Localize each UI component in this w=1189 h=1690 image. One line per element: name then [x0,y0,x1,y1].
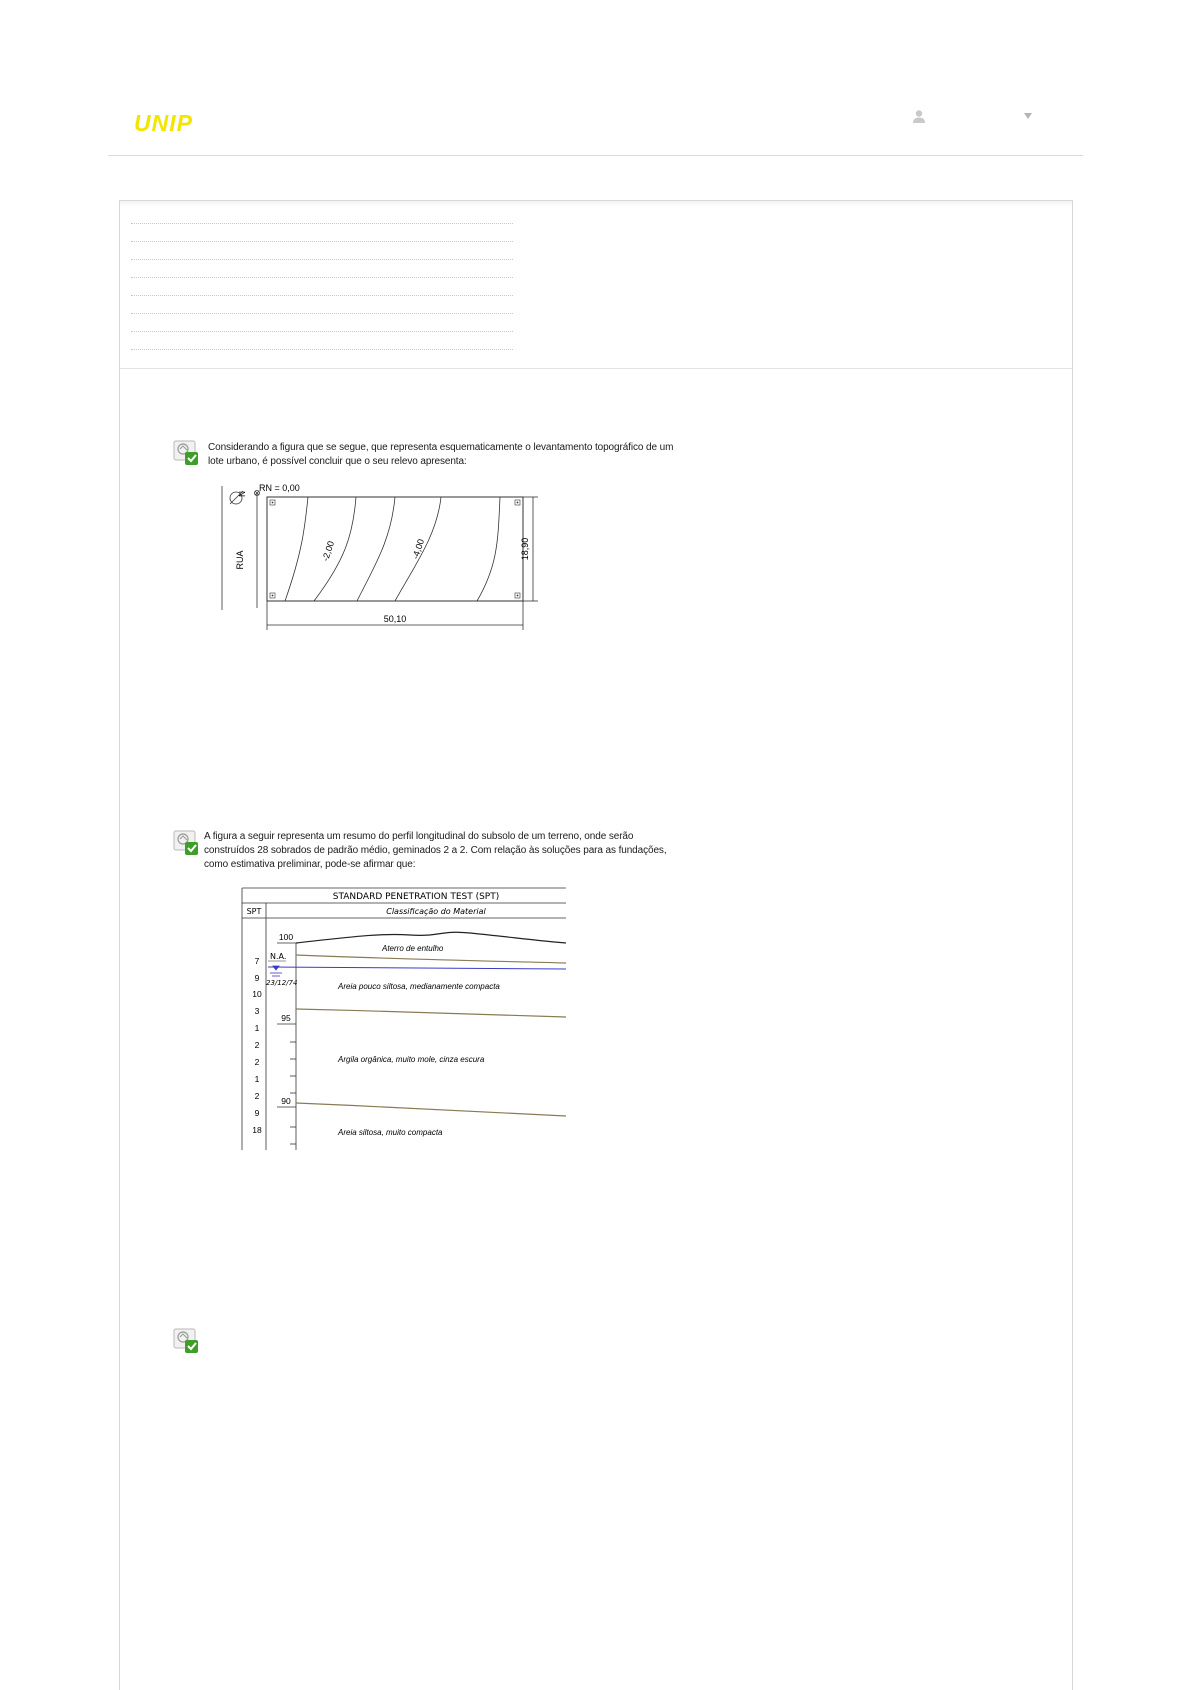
dotted-row [131,259,513,261]
lot-outline [267,497,523,601]
user-menu[interactable] [912,109,1032,125]
contour-lines [285,497,500,601]
spt-value: 2 [254,1057,260,1067]
summary-box [120,201,1072,369]
spt-value: 2 [254,1091,260,1101]
width-label: 50,10 [383,614,407,624]
question-2-text [204,830,667,872]
water-table-line [268,967,566,969]
caret-down-icon[interactable] [1024,113,1032,119]
fill-base-line [296,955,566,963]
dotted-row [131,241,513,243]
check-question-icon [173,830,200,857]
spt-values [252,956,262,1135]
water-level-date: 23/12/74 [266,979,298,987]
topographic-figure [215,480,545,635]
layer-label: Areia siltosa, muito compacta [338,1128,443,1137]
layer-label: Areia pouco siltosa, medianamente compacta [338,982,500,991]
question-2-line: A figura a seguir representa um resumo do perfil longitudinal do subsolo de um terreno, onde serão [204,831,634,842]
spt-value: 3 [254,1006,260,1016]
height-label: 18,90 [520,537,530,561]
north-label: N [238,491,247,497]
dotted-row [131,277,513,279]
logo-text: UNIP [134,111,193,135]
ground-surface-line [296,932,566,943]
question-1-line: lote urbano, é possível concluir que o seu relevo apresenta: [208,456,467,467]
sand-base-line [296,1009,566,1017]
rn-label: RN = 0,00 [259,483,300,493]
clay-base-line [296,1103,566,1116]
contour-label: -2,00 [320,539,337,563]
spt-title: STANDARD PENETRATION TEST (SPT) [332,892,500,902]
spt-value: 2 [254,1040,260,1050]
dotted-row [131,331,513,333]
depth-scale [277,943,296,1150]
spt-value: 9 [254,1108,260,1118]
spt-value: 1 [254,1074,260,1084]
spt-value: 9 [254,973,260,983]
question-1-line: Considerando a figura que se segue, que representa esquematicamente o levantamento topográfico de um [208,442,674,453]
summary-lines [131,223,513,367]
dotted-row [131,313,513,315]
layer-label: Argila orgânica, muito mole, cinza escura [338,1055,485,1064]
spt-value: 10 [252,989,262,999]
spt-value: 7 [254,956,260,966]
layer-label: Aterro de entulho [382,944,444,953]
dotted-row [131,295,513,297]
spt-col-header: SPT [246,907,262,916]
question-2-line: como estimativa preliminar, pode-se afirmar que: [204,859,416,870]
dotted-row [131,223,513,225]
user-icon [912,109,926,123]
unip-logo-mark [132,111,228,135]
corner-markers [270,500,520,598]
question-2-line: construídos 28 sobrados de padrão médio, geminados 2 a 2. Com relação às soluções para as fundações, [204,845,667,856]
spt-figure [240,887,570,1152]
spt-value: 1 [254,1023,260,1033]
check-question-icon [173,440,200,467]
question-1-text [208,441,673,469]
elevation-label: 95 [281,1013,291,1023]
unip-logo[interactable] [132,111,228,135]
header-divider [108,155,1083,156]
dotted-row [131,349,513,351]
contour-label: -4,00 [410,537,427,561]
spt-value: 18 [252,1125,262,1135]
elevation-label: 90 [281,1096,291,1106]
layer-labels [337,944,500,1137]
water-level-label: N.A. [270,952,287,961]
street-label: RUA [235,550,245,570]
elevation-label: 100 [278,932,294,942]
classification-header: Classificação do Material [386,907,486,916]
check-question-icon [173,1328,200,1355]
